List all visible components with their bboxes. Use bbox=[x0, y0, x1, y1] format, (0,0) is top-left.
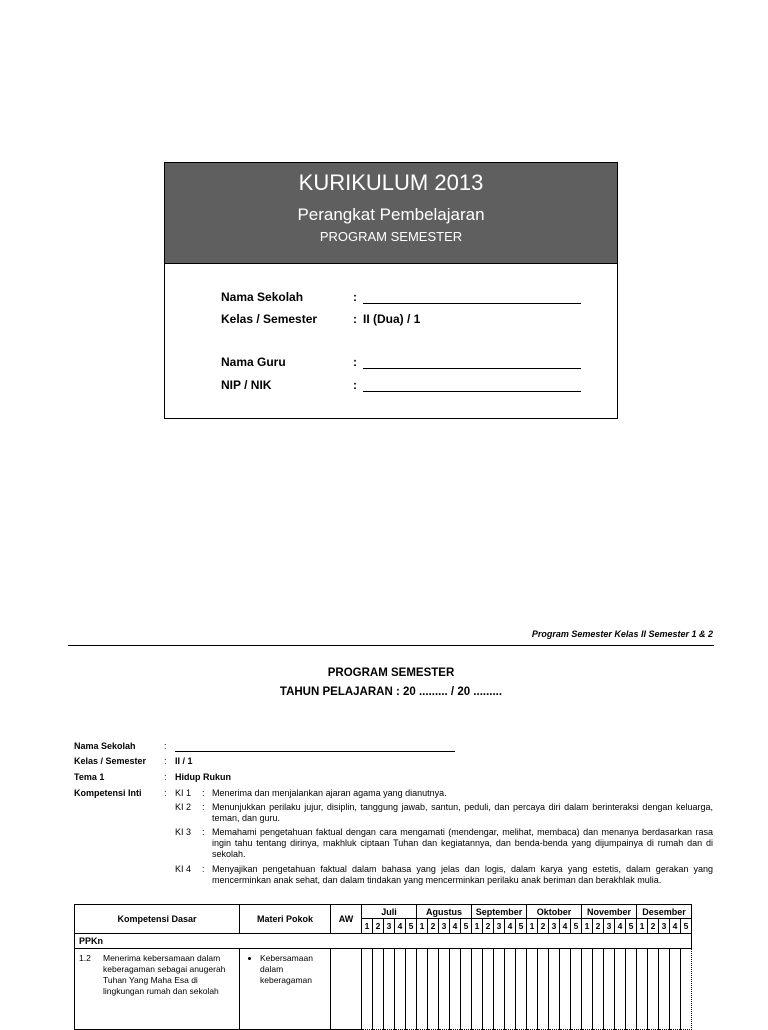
ki-text: Memahami pengetahuan faktual dengan cara mengamati (mendengar, melihat, membaca) dan menanya berdasarkan rasa ingin tahu tentang dirinya, makhluk ciptaan Tuhan dan kegiatannya, dan benda-benda yang dijumpainya di rumah dan di sekolah. bbox=[212, 827, 713, 859]
kd-cell bbox=[75, 949, 240, 1030]
week-header: 5 bbox=[461, 919, 472, 934]
running-header: Program Semester Kelas II Semester 1 & 2 bbox=[531, 629, 713, 639]
header-kompetensi-dasar: Kompetensi Dasar bbox=[75, 905, 240, 934]
ki-label: KI 1 bbox=[175, 788, 192, 798]
field-blank-line bbox=[363, 303, 581, 304]
info-colon: : bbox=[164, 772, 167, 782]
info-label: Kompetensi Inti bbox=[74, 788, 142, 798]
month-header: Juli bbox=[362, 905, 417, 919]
week-header: 1 bbox=[527, 919, 538, 934]
week-cell bbox=[549, 949, 560, 1030]
week-cell bbox=[516, 949, 527, 1030]
week-header: 4 bbox=[615, 919, 626, 934]
week-header: 4 bbox=[670, 919, 681, 934]
week-header: 1 bbox=[362, 919, 373, 934]
week-cell bbox=[450, 949, 461, 1030]
week-cell bbox=[681, 949, 692, 1030]
field-label: Kelas / Semester bbox=[221, 312, 318, 326]
week-cell bbox=[582, 949, 593, 1030]
ki-colon: : bbox=[202, 802, 205, 812]
week-cell bbox=[362, 949, 373, 1030]
info-colon: : bbox=[164, 741, 167, 751]
week-cell bbox=[417, 949, 428, 1030]
week-header: 5 bbox=[516, 919, 527, 934]
cover-title: KURIKULUM 2013 bbox=[298, 170, 484, 195]
week-header: 3 bbox=[549, 919, 560, 934]
week-cell bbox=[604, 949, 615, 1030]
kd-content bbox=[79, 953, 235, 997]
week-header: 5 bbox=[571, 919, 582, 934]
month-header: September bbox=[472, 905, 527, 919]
week-header: 2 bbox=[538, 919, 549, 934]
week-header: 1 bbox=[637, 919, 648, 934]
cover-box bbox=[164, 162, 618, 419]
info-colon: : bbox=[164, 788, 167, 798]
week-header: 5 bbox=[406, 919, 417, 934]
header-rule bbox=[68, 645, 714, 646]
week-header: 2 bbox=[648, 919, 659, 934]
week-cell bbox=[670, 949, 681, 1030]
field-colon: : bbox=[353, 378, 357, 392]
week-cell bbox=[428, 949, 439, 1030]
week-header: 1 bbox=[417, 919, 428, 934]
info-colon: : bbox=[164, 756, 167, 766]
info-label: Kelas / Semester bbox=[74, 756, 147, 766]
kd-number: 1.2 bbox=[79, 953, 91, 963]
week-header: 2 bbox=[593, 919, 604, 934]
week-header: 1 bbox=[582, 919, 593, 934]
info-blank-line bbox=[175, 751, 455, 752]
info-value: II / 1 bbox=[175, 756, 193, 766]
week-cell bbox=[571, 949, 582, 1030]
field-value: II (Dua) / 1 bbox=[363, 312, 421, 326]
ki-label: KI 2 bbox=[175, 802, 192, 812]
week-header: 4 bbox=[505, 919, 516, 934]
week-header: 4 bbox=[560, 919, 571, 934]
week-header: 5 bbox=[681, 919, 692, 934]
ki-text: Menerima dan menjalankan ajaran agama yang dianutnya. bbox=[212, 788, 447, 798]
month-header: Oktober bbox=[527, 905, 582, 919]
document-title: PROGRAM SEMESTER bbox=[327, 667, 455, 679]
materi-list bbox=[244, 953, 326, 986]
week-header: 4 bbox=[395, 919, 406, 934]
week-cell bbox=[626, 949, 637, 1030]
cover-subtitle: Perangkat Pembelajaran bbox=[297, 205, 485, 224]
kd-text: Menerima kebersamaan dalam keberagaman sebagai anugerah Tuhan Yang Maha Esa di lingkungan rumah dan sekolah bbox=[103, 953, 226, 996]
week-cell bbox=[615, 949, 626, 1030]
week-header: 3 bbox=[439, 919, 450, 934]
week-header: 1 bbox=[472, 919, 483, 934]
week-header: 5 bbox=[626, 919, 637, 934]
week-cell bbox=[637, 949, 648, 1030]
header-aw: AW bbox=[331, 905, 362, 934]
header-materi-pokok: Materi Pokok bbox=[240, 905, 331, 934]
table-row bbox=[75, 949, 692, 1030]
week-cell bbox=[395, 949, 406, 1030]
info-label: Tema 1 bbox=[74, 772, 105, 782]
field-blank-line bbox=[363, 368, 581, 369]
subject-row bbox=[75, 934, 692, 949]
ki-colon: : bbox=[202, 827, 205, 837]
ki-label: KI 3 bbox=[175, 827, 192, 837]
week-cell bbox=[439, 949, 450, 1030]
week-header: 2 bbox=[373, 919, 384, 934]
week-cell bbox=[560, 949, 571, 1030]
field-blank-line bbox=[363, 391, 581, 392]
week-header: 3 bbox=[604, 919, 615, 934]
field-colon: : bbox=[353, 290, 357, 304]
field-label: NIP / NIK bbox=[221, 378, 272, 392]
week-cell bbox=[593, 949, 604, 1030]
week-cell bbox=[494, 949, 505, 1030]
week-cell bbox=[538, 949, 549, 1030]
program-semester-table bbox=[74, 904, 692, 1030]
field-label: Nama Sekolah bbox=[221, 290, 304, 304]
ki-text: Menunjukkan perilaku jujur, disiplin, tanggung jawab, santun, peduli, dan percaya diri dalam berinteraksi dengan keluarga, teman, dan guru. bbox=[212, 802, 713, 823]
month-header: Desember bbox=[637, 905, 692, 919]
week-cell bbox=[461, 949, 472, 1030]
field-colon: : bbox=[353, 312, 357, 326]
month-header: November bbox=[582, 905, 637, 919]
month-header: Agustus bbox=[417, 905, 472, 919]
cover-header bbox=[165, 163, 617, 264]
subject-label: PPKn bbox=[75, 934, 692, 949]
aw-cell bbox=[331, 949, 362, 1030]
week-cell bbox=[373, 949, 384, 1030]
week-cell bbox=[483, 949, 494, 1030]
week-header: 2 bbox=[428, 919, 439, 934]
week-cell bbox=[472, 949, 483, 1030]
week-header: 3 bbox=[494, 919, 505, 934]
field-colon: : bbox=[353, 355, 357, 369]
month-header-row bbox=[75, 905, 692, 919]
materi-item: • Kebersamaan dalam keberagaman bbox=[260, 953, 326, 986]
week-header: 3 bbox=[659, 919, 670, 934]
week-cell bbox=[384, 949, 395, 1030]
materi-cell bbox=[240, 949, 331, 1030]
cover-subtitle-2: PROGRAM SEMESTER bbox=[319, 229, 463, 244]
week-cell bbox=[659, 949, 670, 1030]
info-value: Hidup Rukun bbox=[175, 772, 231, 782]
field-label: Nama Guru bbox=[221, 355, 286, 369]
ki-text: Menyajikan pengetahuan faktual dalam bahasa yang jelas dan logis, dalam karya yang estetis, dalam gerakan yang mencerminkan anak sehat, dan dalam tindakan yang mencerminkan perilaku anak beriman dan berakhlak mulia. bbox=[212, 864, 713, 885]
academic-year: TAHUN PELAJARAN : 20 ......... / 20 ......... bbox=[279, 686, 503, 698]
ki-colon: : bbox=[202, 788, 205, 798]
info-label: Nama Sekolah bbox=[74, 741, 136, 751]
week-cell bbox=[648, 949, 659, 1030]
week-cell bbox=[527, 949, 538, 1030]
ki-colon: : bbox=[202, 864, 205, 874]
week-header: 3 bbox=[384, 919, 395, 934]
week-cell bbox=[505, 949, 516, 1030]
week-header: 4 bbox=[450, 919, 461, 934]
ki-label: KI 4 bbox=[175, 864, 192, 874]
week-cell bbox=[406, 949, 417, 1030]
week-header: 2 bbox=[483, 919, 494, 934]
